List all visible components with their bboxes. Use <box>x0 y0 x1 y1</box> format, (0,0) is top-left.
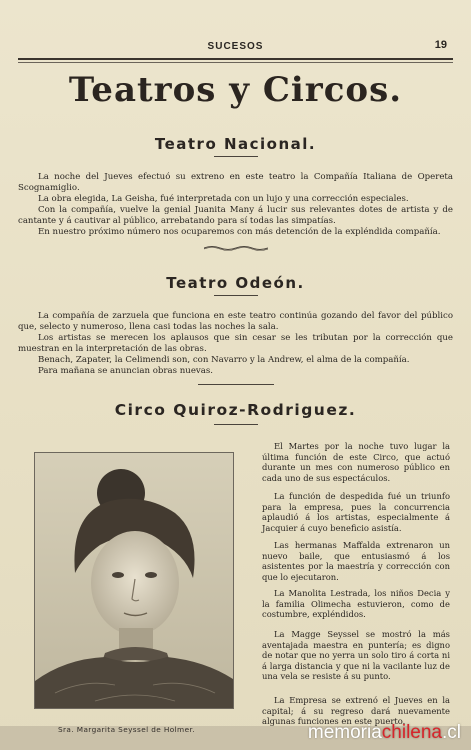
portrait-caption: Sra. Margarita Seyssel de Holmer. <box>58 725 195 734</box>
paragraph: La compañía de zarzuela que funciona en este teatro continúa gozando del favor del público que, selecto y numeroso, llena casi todas las noches la sala. <box>18 311 453 332</box>
section-heading-teatro-nacional: Teatro Nacional. <box>154 135 317 153</box>
heading-rule <box>214 424 258 425</box>
watermark-logo <box>308 722 461 744</box>
page-title: Teatros y Circos. <box>68 70 403 110</box>
portrait-illustration <box>35 453 233 708</box>
running-title: SUCESOS <box>207 41 264 52</box>
paragraph: Con la compañía, vuelve la genial Juanita Many á lucir sus relevantes dotes de artista y de cantante y á cautivar al público, arrebatando para sí todas las simpatías. <box>18 205 453 226</box>
paragraph: En nuestro próximo número nos ocuparemos con más detención de la expléndida compañía. <box>38 227 441 237</box>
watermark-prefix: memoria <box>307 722 382 743</box>
paragraph: Los artistas se merecen los aplausos que sin cesar se les tributan por la corrección que muestran en la interpretación de las obras. <box>18 333 453 354</box>
watermark-accent: chilena <box>381 722 442 743</box>
ornamental-divider <box>204 245 268 251</box>
heading-rule <box>214 295 258 296</box>
paragraph: Benach, Zapater, la Celimendi son, con Navarro y la Andrew, el alma de la compañía. <box>38 355 410 365</box>
page-number: 19 <box>434 39 447 51</box>
paragraph <box>18 194 453 205</box>
heading-rule <box>214 156 258 157</box>
watermark-suffix: .cl <box>442 722 461 743</box>
paragraph: La noche del Jueves efectuó su extreno en este teatro la Compañía Italiana de Opereta Scognamiglio. <box>18 172 453 193</box>
column-paragraph: Las hermanas Maffalda extrenaron un nuevo baile, que entusiasmó á los asistentes por la maestría y corrección con que lo ejecutaron. <box>262 540 450 582</box>
section-heading-circo: Circo Quiroz-Rodriguez. <box>114 401 357 419</box>
section-divider <box>198 384 274 385</box>
column-paragraph: La Manolita Lestrada, los niños Decia y la familia Olimecha estuvieron, como de costumbre, expléndidos. <box>262 588 450 619</box>
column-paragraph: La Empresa se extrenó el Jueves en la capital; á su regreso dará nuevamente algunas funciones en este puerto. <box>262 695 450 726</box>
section-heading-teatro-odeon: Teatro Odeón. <box>166 274 305 292</box>
running-header <box>18 40 453 60</box>
paragraph-text: La obra elegida, La Geisha, fué interpretada con un lujo y una corrección especiales. <box>38 194 409 204</box>
paragraph: Para mañana se anuncian obras nuevas. <box>38 366 214 376</box>
header-rule <box>18 62 453 63</box>
column-paragraph: La Magge Seyssel se mostró la más aventajada maestra en puntería; es digno de notar que no yerra un solo tiro á corta ni á larga distancia y que ni la vacilante luz de una vela se resiste á su punto. <box>262 629 450 681</box>
portrait-photo <box>34 452 234 709</box>
column-paragraph: El Martes por la noche tuvo lugar la última función de este Circo, que actuó durante un mes con numeroso público en cada uno de sus espectáculos. <box>262 441 450 483</box>
column-paragraph: La función de despedida fué un triunfo para la empresa, pues la concurrencia aplaudió á los artistas, especialmente á Jacquier á cuyo beneficio asistía. <box>262 491 450 533</box>
